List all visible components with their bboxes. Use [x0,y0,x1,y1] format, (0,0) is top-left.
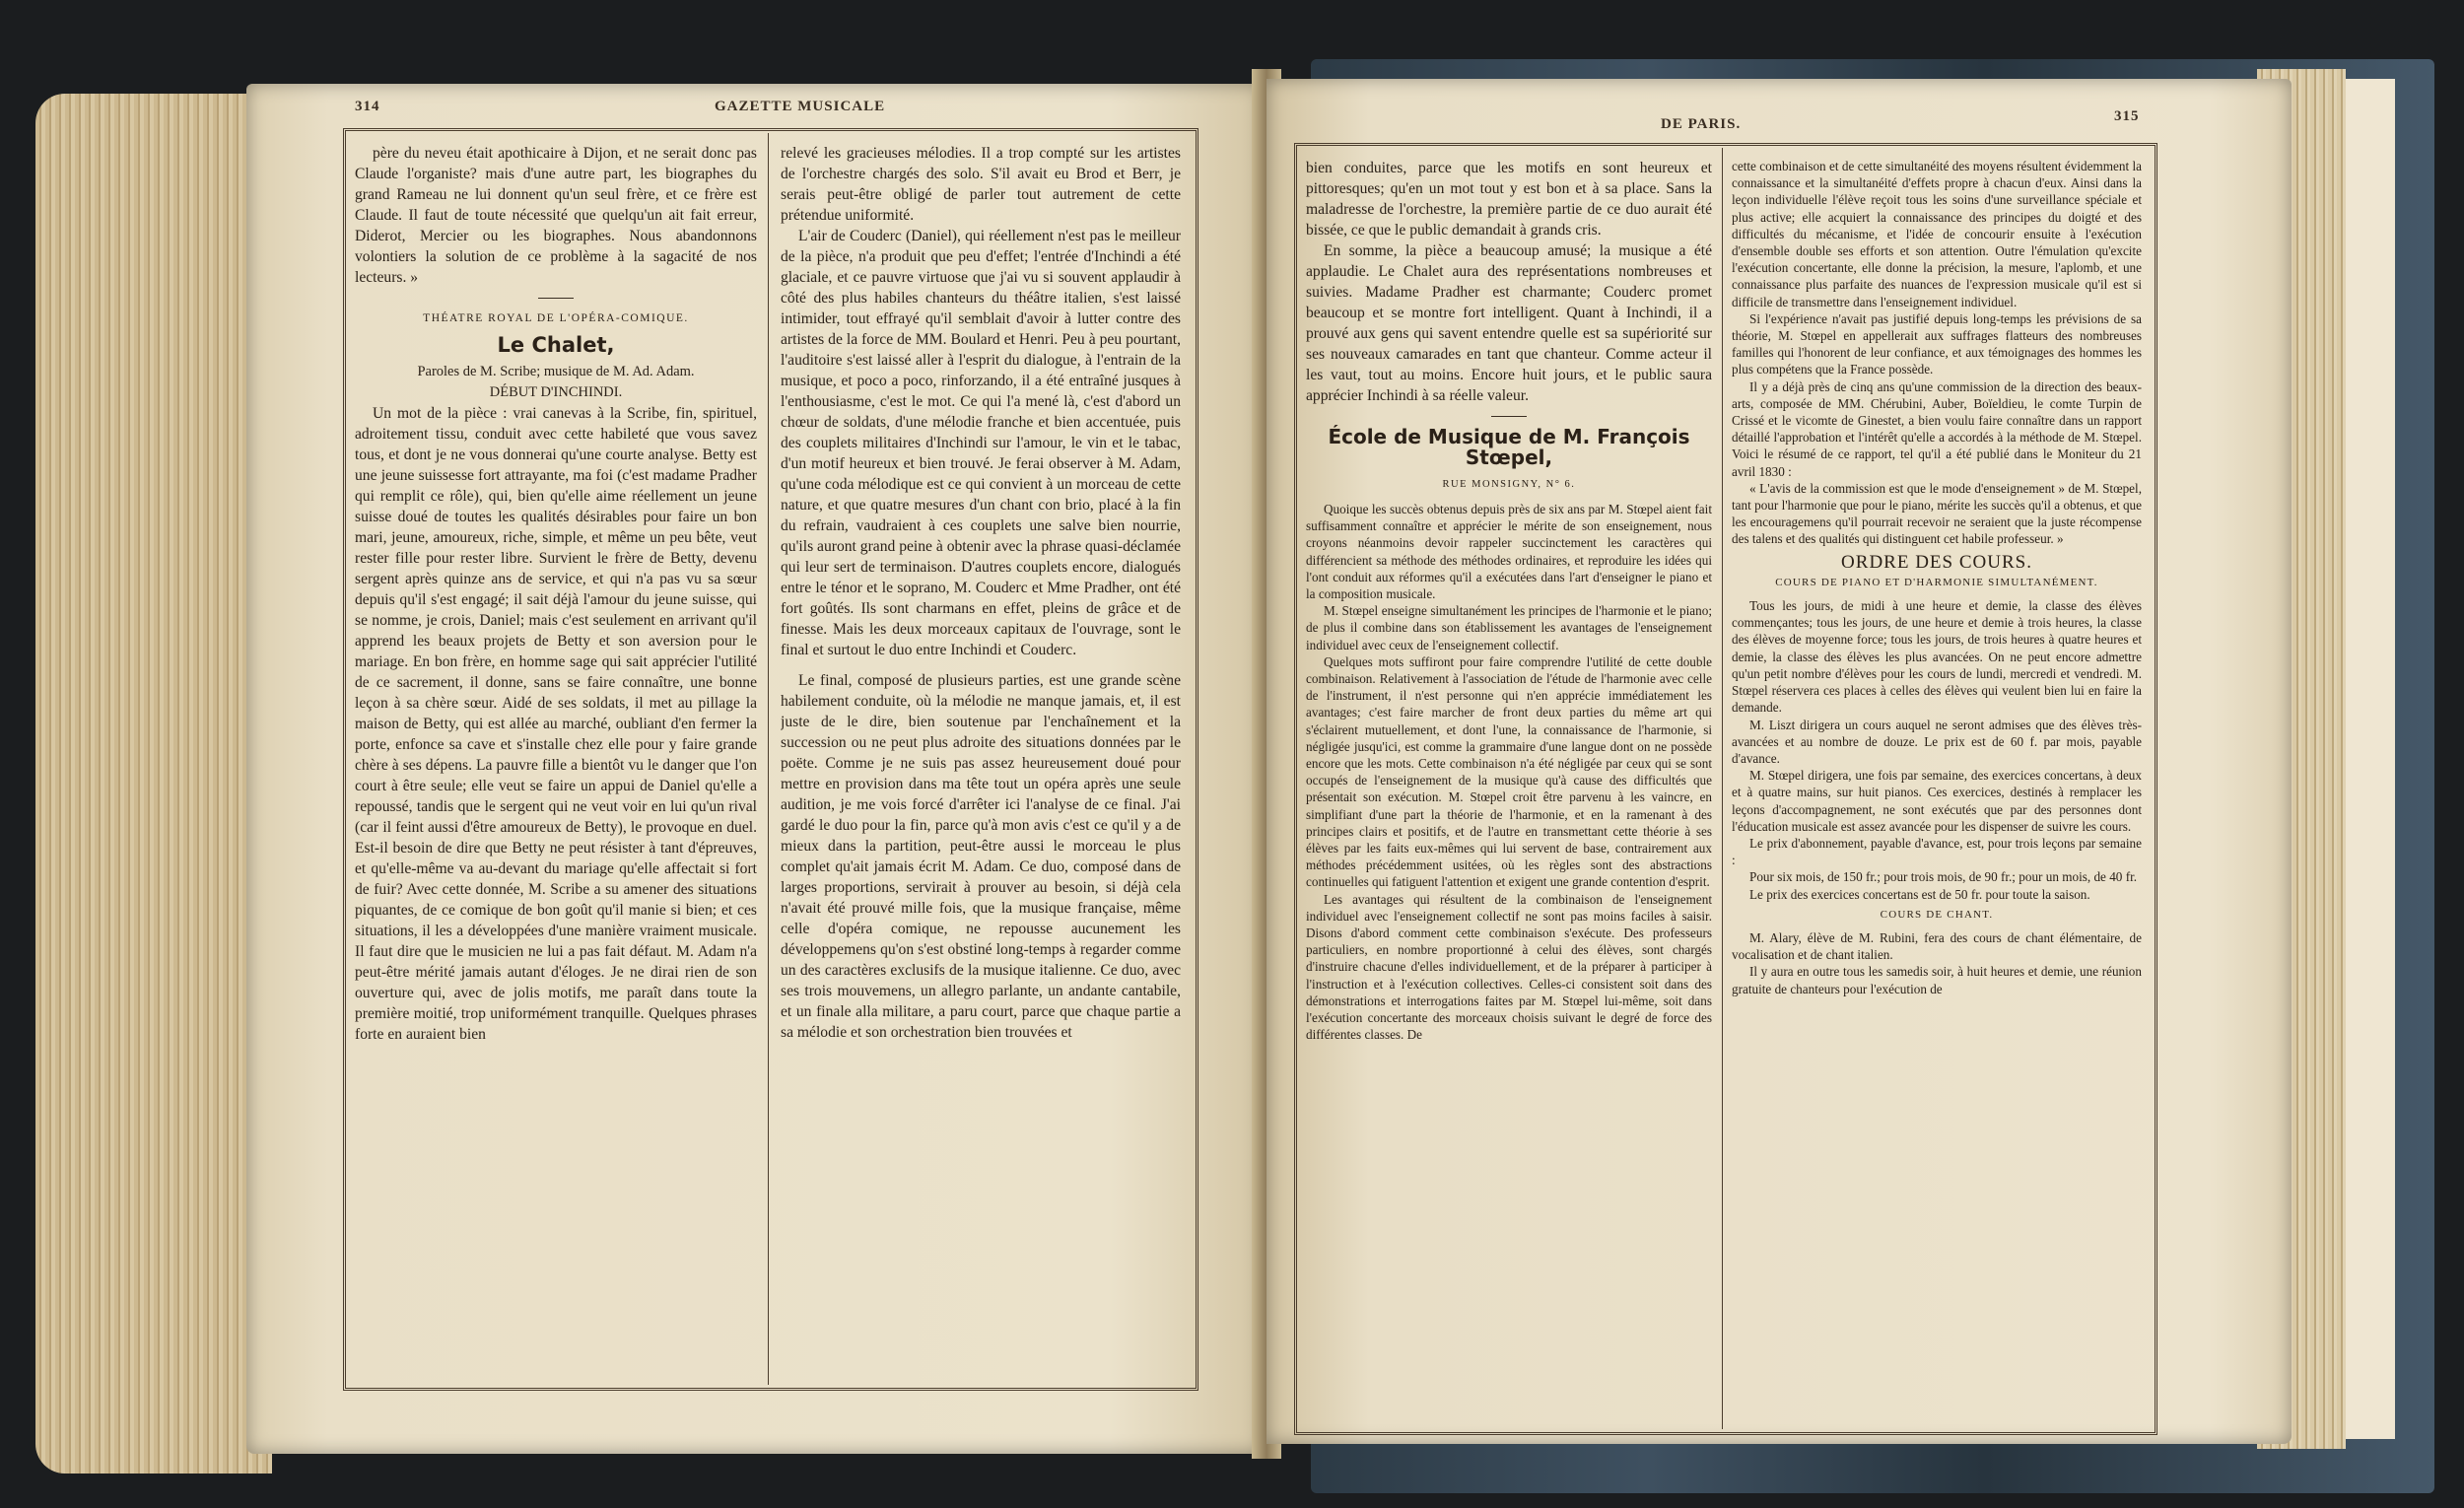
paragraph: M. Stœpel dirigera, une fois par semaine, des exercices concertans, à deux et à quatre mains, sur huit pianos. Ces exercices, destinés à remplacer les leçons d'accompagnement, ne sont exécutés que par des personnes dont l'éducation musicale est assez avancée pour les dispenser de suivre les cours. [1732,768,2142,834]
article-title: École de Musique de M. François Stœpel, [1328,425,1690,469]
paragraph: Il y a déjà près de cinq ans qu'une commission de la direction des beaux-arts, composée de MM. Chérubini, Auber, Boïeldieu, le comte Turpin de Crissé et le vicomte de Ginestet, a bien voulu faire connaître dans un rapport détaillé l'approbation et l'intérêt qu'elle a accordés à la méthode de M. Stœpel. Voici le résumé de ce rapport, tel qu'il a été publié dans le Moniteur du 21 avril 1830 : [1732,378,2142,479]
commission-quote: « L'avis de la commission est que le mode d'enseignement » de M. Stœpel, tant pour l'harmonie que pour le piano, mérite les succès qu'il a obtenus, et que les encouragemens qu'il pourrait recevoir ne seraient que la juste récompense des talens et des qualités qui distinguent cet habile professeur. » [1732,480,2142,547]
paragraph: relevé les gracieuses mélodies. Il a trop compté sur les artistes de l'orchestre chargés des solo. S'il avait eu Brod et Berr, je serais peut-être obligé de parler tout autrement de cette prétendue uniformité. [781,145,1181,224]
paragraph: Quoique les succès obtenus depuis près de six ans par M. Stœpel aient fait suffisamment connaître et apprécier le mérite de son enseignement, nous croyons néanmoins devoir rappeler succinctement les caractères qui différencient sa méthode des méthodes ordinaires, et reproduire les idées qui l'ont conduit aux réformes qu'il a exécutées dans l'art d'enseigner le piano et la composition musicale. [1306,502,1712,602]
page-edges-left [35,94,272,1474]
left-column-1 [355,143,757,1375]
right-column-2 [1732,158,2142,1419]
paragraph: Le prix des exercices concertans est de 50 fr. pour toute la saison. [1749,886,2090,902]
right-column-rule [1722,148,1723,1429]
credits: Paroles de M. Scribe; musique de M. Ad. Adam. [417,364,695,379]
paragraph: M. Alary, élève de M. Rubini, fera des cours de chant élémentaire, de vocalisation et de chant italien. [1732,929,2142,963]
paragraph: Un mot de la pièce : vrai canevas à la Scribe, fin, spirituel, adroitement tissu, conduit avec cette habileté que vous savez tous, et dont je ne vous donnerai qu'une courte analyse. Betty est une jeune suissesse fort attrayante, ma foi (c'est madame Pradher qui remplit ce rôle), qui, bien qu'elle aime réellement un jeune suisse doué de toutes les qualités désirables pour faire un bon mari, jeune, amoureux, riche, simple, et même un peu bête, veut rester fille pour rester libre. Survient le frère de Betty, devenu sergent après quinze ans de service, et qui n'a pas vu sa sœur depuis qu'il s'est engagé; il sait déjà l'amour du jeune suisse, qui se nomme, je crois, Daniel; mais c'est seulement en arrivant qu'il apprend les beaux projets de Betty et son aversion pour le mariage. En bon frère, en homme sage qui sait apprécier l'utilité de ce sacrement, il donne, sans se faire connaître, une bonne leçon à sa chère sœur. Aidé de ses soldats, il met au pillage la maison de Betty, qui est allée au marché, oubliant d'en fermer la porte, enfonce sa cave et s'installe chez elle pour y faire grande chère à ses dépens. La pauvre fille a bientôt vu le danger que l'on court à être seule; elle veut se faire un appui de Daniel qu'elle a repoussé, tandis que le sergent qui ne veut voir en lui qu'un rival (car il feint aussi d'être amoureux de Betty), le provoque en duel. Est-il besoin de dire que Betty ne peut résister à tant d'épreuves, et qu'elle-même va au-devant du mariage qu'elle affectait si fort de fuir? Avec cette donnée, M. Scribe a su amener des situations piquantes, de ce comique de bon goût qu'il manie si bien; et ces situations, il les a développées d'une manière vraiment musicale. Il faut dire que le musicien ne lui a pas fait défaut. M. Adam n'a peut-être mérité jamais autant d'éloges. Je ne dirai rien de son ouverture qui, avec de jolis motifs, me paraît dans toute la première moitié, trop uniformément tranquille. Quelques phrases forte en auraient bien [355,405,757,1043]
paragraph: Si l'expérience n'avait pas justifié depuis long-temps les prévisions de sa théorie, M. Stœpel en appellerait aux suffrages flatteurs des nombreuses familles qui l'honorent de leur confiance, et aux témoignages des hommes les plus compétens que la France possède. [1732,310,2142,377]
paragraph: M. Liszt dirigera un cours auquel ne seront admises que des élèves très-avancées et au nombre de douze. Le prix est de 60 f. par mois, payable d'avance. [1732,717,2142,766]
paragraph: Le prix d'abonnement, payable d'avance, est, pour trois leçons par semaine : [1732,835,2142,868]
section-title: ORDRE DES COURS. [1841,551,2032,573]
left-running-head: GAZETTE MUSICALE [715,99,886,114]
paragraph: M. Stœpel enseigne simultanément les principes de l'harmonie et le piano; de plus il combine dans son établissement les avantages de l'enseignement individuel avec ceux de l'enseignement collectif. [1306,603,1712,652]
subsection-title: COURS DE CHANT. [1880,908,1994,921]
right-page-number: 315 [2114,108,2140,124]
paragraph: Pour six mois, de 150 fr.; pour trois mois, de 90 fr.; pour un mois, de 40 fr. [1749,869,2138,885]
paragraph: bien conduites, parce que les motifs en sont heureux et pittoresques; qu'en un mot tout y est bon et à sa place. Sans la maladresse de l'orchestre, la première partie de ce duo aurait été bissée, ce que le public demandait à grands cris. [1306,160,1712,239]
paragraph: L'air de Couderc (Daniel), qui réellement n'est pas le meilleur de la pièce, n'a produit que peu d'effet; l'entrée d'Inchindi a été glaciale, et ce pauvre virtuose que j'ai vu si souvent applaudir à côté des plus habiles chanteurs du théâtre italien, s'est laissé intimider, tout effrayé qu'il semblait d'avoir à lutter contre des artistes de la force de MM. Boulard et Henri. Peu à peu pourtant, l'auditoire s'est laissé aller à l'esprit du dialogue, à l'entrain de la musique, et poco a poco, rinforzando, il a été entraîné jusques à l'enthousiasme, c'est le mot. Ce qui l'a mené là, c'est d'abord un chœur de soldats, d'une mélodie franche et bien accentuée, puis des couplets militaires d'Inchindi sur l'amour, le vin et le tabac, d'un motif heureux et bien trouvé. Je ferai observer à M. Adam, qu'une coda mélodique est ce qui convient à un morceau de cette nature, et que quatre mesures d'un chant con brio, placé à la fin du refrain, vaudraient à ces couplets une salve bien nourrie, qu'ils auront grand peine à obtenir avec la phrase quasi-déclamée qui leur sert de terminaison. D'autres couplets encore, dialogués entre le ténor et le soprano, M. Couderc et Mme Pradher, ont été fort goûtés. Ils sont charmans en effet, pleins de grâce et de finesse. Mais les deux morceaux capitaux de l'ouvrage, sont le final et surtout le duo entre Inchindi et Couderc. [781,228,1181,658]
paragraph: Les avantages qui résultent de la combinaison de l'enseignement individuel avec l'enseignement collectif ne sont pas moins faciles à saisir. Disons d'abord comment cette combinaison s'exécute. Des professeurs particuliers, en nombre proportionné à celui des élèves, sont chargés d'instruire chacune d'elles individuellement, et de la préparer à participer à l'instruction et à l'exécution collectives. Celles-ci consistent soit dans des démonstrations et interrogations faites par M. Stœpel lui-même, soit dans l'exécution concertante des morceaux choisis suivant le degré de force des différentes classes. De [1306,891,1712,1043]
right-running-head: DE PARIS. [1661,116,1742,132]
separator [1491,416,1527,417]
paragraph: Quelques mots suffiront pour faire comprendre l'utilité de cette double combinaison. Relativement à l'association de l'étude de l'harmonie avec celle de l'instrument, il n'est personne qui n'en apprécie immédiatement les avantages; c'est faire marcher de front deux parties du même art qui s'éclairent mutuellement, et dont l'une, la connaissance de l'harmonie, si négligée jusqu'ici, est comme la grammaire d'une langue dont on ne possède encore que les mots. Cette combinaison n'a été négligée par ceux qui se sont occupés de l'enseignement de la musique qu'à cause des difficultés que présentait son exécution. M. Stœpel croit être parvenu à les vaincre, en simplifiant d'une part la théorie de l'harmonie, et en la ramenant à des principes clairs et positifs, et de l'autre en transmettant cette théorie à ses élèves par les faits eux-mêmes qui lui servent de base, contrairement aux méthodes précédemment usitées, où les règles sont des abstractions continuelles qui fatiguent l'attention et exigent une grande contention d'esprit. [1306,653,1712,890]
left-column-rule [768,133,769,1385]
left-column-2 [781,143,1181,1375]
paragraph: Tous les jours, de midi à une heure et demie, la classe des élèves commençantes; tous les jours, de une heure et demie à trois heures, la classe des élèves de moyenne force; tous les jours, de trois heures à quatre heures et demie, la classe des élèves les plus avancées. On ne peut encore admettre qu'un petit nombre d'élèves pour les cours de lundi, mercredi et vendredi. M. Stœpel réservera ces places à celles des élèves qui veulent bien lui en faire la demande. [1732,598,2142,716]
left-page [246,84,1262,1454]
section-label: THÉATRE ROYAL DE L'OPÉRA-COMIQUE. [423,312,689,324]
left-page-number: 314 [355,99,380,114]
subsection-title: COURS DE PIANO ET D'HARMONIE SIMULTANÉMENT. [1775,576,2098,588]
paragraph: père du neveu était apothicaire à Dijon, et ne serait donc pas Claude l'organiste? mais d'une autre part, les biographes du grand Rameau ne lui donnent qu'un seul frère, et ce frère est Claude. Il faut de toute nécessité que quelqu'un ait fait erreur, Diderot, Mercier ou les biographes. Nous abandonnons volontiers la solution de ce problème à la sagacité de nos lecteurs. » [355,145,757,286]
article-title: Le Chalet, [497,333,615,357]
address-line: RUE MONSIGNY, N° 6. [1442,479,1576,490]
paragraph: Il y aura en outre tous les samedis soir, à huit heures et demie, une réunion gratuite de chanteurs pour l'exécution de [1732,964,2142,996]
paragraph: Le final, composé de plusieurs parties, est une grande scène habilement conduite, où la mélodie ne manque jamais, et, il est juste de le dire, bien soutenue par l'enchaînement et la succession ou ne peut plus adroite des situations données par le poëte. Comme je ne suis pas assez heureusement doué pour mettre en provision dans ma tête tout un opéra après une seule audition, je me vois forcé d'arrêter ici l'analyse de ce final. J'ai gardé le duo pour la fin, parce qu'à mon avis c'est ce qu'il y a de mieux dans la partition, peut-être aussi le morceau le plus complet qu'ait jamais écrit M. Adam. Ce duo, composé dans de larges proportions, servirait à prouver au besoin, si déjà cela n'avait été prouvé mille fois, que la musique française, même celle d'opéra comique, ne repousse aucunement les développemens qu'on s'est obstiné long-temps à regarder comme un des caractères exclusifs de la musique italienne. Ce duo, avec ses trois mouvemens, un allegro parlante, un andante cantabile, et un finale alla militare, a paru court, parce que chaque partie a sa mélodie et son orchestration bien trouvées et [781,672,1181,1041]
paragraph: cette combinaison et de cette simultanéité des moyens résultent évidemment la connaissance et la simultanéité d'effets propre à chacun d'eux. Ainsi dans la leçon individuelle l'élève reçoit tous les soins d'une surveillance spéciale et plus active; elle acquiert la connaissance des principes du doigté et des difficultés du mécanisme, et l'idée de concourir ensuite à l'exécution d'ensemble double ses efforts et son attention. Outre l'émulation qu'excite l'exécution concertante, elle donne la précision, la mesure, l'aplomb, et une connaissance plus parfaite des nuances de l'expression musicale qu'il est si difficile de transmettre dans l'enseignement individuel. [1732,159,2142,309]
right-page [1266,79,2292,1444]
debut-label: DÉBUT D'INCHINDI. [489,384,623,400]
paragraph: En somme, la pièce a beaucoup amusé; la musique a été applaudie. Le Chalet aura des représentations nombreuses et suivies. Madame Pradher est charmante; Couderc promet beaucoup et se montre fort intelligent. Quant à Inchindi, il a prouvé aux gens qui savent entendre quelle est sa supériorité sur ses nouveaux camarades en tant que chanteur. Comme acteur il les vaut, tout au moins. Encore huit jours, et le public saura apprécier Inchindi à sa réelle valeur. [1306,242,1712,404]
separator [538,298,574,299]
right-column-1 [1306,158,1712,1419]
